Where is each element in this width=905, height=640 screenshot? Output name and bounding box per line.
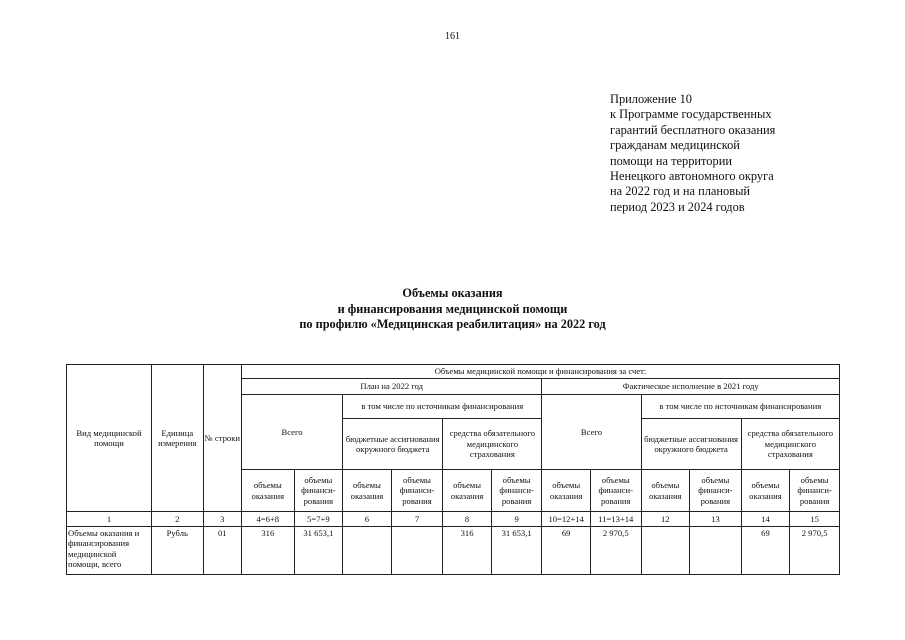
header-volume: объемы оказания <box>443 470 492 512</box>
column-number: 3 <box>203 512 241 527</box>
header-plan-total: Всего <box>242 395 343 470</box>
appendix-line: период 2023 и 2024 годов <box>610 199 745 214</box>
header-fact-oms: средства обязательного медицинского страхования <box>741 419 839 470</box>
header-plan-budget: бюджетные ассигнования окружного бюджета <box>343 419 443 470</box>
title-line: по профилю «Медицинская реабилитация» на 2022 год <box>299 317 606 332</box>
cell-plan-budget-finance <box>391 527 443 575</box>
column-number: 10=12+14 <box>542 512 591 527</box>
header-volume: объемы оказания <box>542 470 591 512</box>
cell-plan-budget-volume <box>343 527 392 575</box>
cell-fact-oms-volume: 69 <box>741 527 790 575</box>
title-line: и финансирования медицинской помощи <box>337 301 568 316</box>
column-number: 5=7+9 <box>294 512 343 527</box>
column-number: 9 <box>491 512 542 527</box>
header-volume: объемы оказания <box>641 470 690 512</box>
header-fact-budget: бюджетные ассигнования окружного бюджета <box>641 419 741 470</box>
header-finance: объемы финанси-рования <box>294 470 343 512</box>
cell-plan-total-finance: 31 653,1 <box>294 527 343 575</box>
cell-unit: Рубль <box>151 527 203 575</box>
header-plan-including: в том числе по источникам финансирования <box>343 395 542 419</box>
header-fact: Фактическое исполнение в 2021 году <box>542 379 840 395</box>
column-number: 13 <box>690 512 742 527</box>
header-volume: объемы оказания <box>343 470 392 512</box>
header-kind: Вид медицинской помощи <box>67 365 152 512</box>
header-row-no: № строки <box>203 365 241 512</box>
appendix-line: Приложение 10 <box>610 92 692 106</box>
header-fact-including: в том числе по источникам финансирования <box>641 395 839 419</box>
header-finance: объемы финанси-рования <box>590 470 641 512</box>
header-volume: объемы оказания <box>242 470 295 512</box>
column-number: 8 <box>443 512 492 527</box>
page-number: 161 <box>445 31 460 42</box>
header-finance: объемы финанси-рования <box>790 470 840 512</box>
cell-fact-oms-finance: 2 970,5 <box>790 527 840 575</box>
column-number: 2 <box>151 512 203 527</box>
cell-plan-oms-volume: 316 <box>443 527 492 575</box>
column-number: 14 <box>741 512 790 527</box>
column-number: 7 <box>391 512 443 527</box>
appendix-line: помощи на территории <box>610 153 732 168</box>
document-title <box>0 286 905 333</box>
column-number: 11=13+14 <box>590 512 641 527</box>
appendix-line: на 2022 год и на плановый <box>610 184 751 199</box>
table-row <box>67 527 840 575</box>
header-finance: объемы финанси-рования <box>491 470 542 512</box>
column-number: 12 <box>641 512 690 527</box>
volumes-table <box>66 364 840 575</box>
appendix-line: гражданам медицинской <box>610 138 740 153</box>
cell-fact-total-volume: 69 <box>542 527 591 575</box>
cell-row-no: 01 <box>203 527 241 575</box>
header-plan: План на 2022 год <box>242 379 542 395</box>
header-plan-oms: средства обязательного медицинского страхования <box>443 419 542 470</box>
header-finance: объемы финанси-рования <box>690 470 742 512</box>
column-number: 1 <box>67 512 152 527</box>
cell-plan-oms-finance: 31 653,1 <box>491 527 542 575</box>
appendix-block <box>610 92 850 215</box>
appendix-line: гарантий бесплатного оказания <box>610 122 776 137</box>
header-sources: Объемы медицинской помощи и финансирования за счет: <box>242 365 840 379</box>
column-number: 6 <box>343 512 392 527</box>
cell-plan-total-volume: 316 <box>242 527 295 575</box>
header-fact-total: Всего <box>542 395 641 470</box>
appendix-line: Ненецкого автономного округа <box>610 169 774 184</box>
header-finance: объемы финанси-рования <box>391 470 443 512</box>
column-number-row <box>67 512 840 527</box>
header-unit: Единица измерения <box>151 365 203 512</box>
header-volume: объемы оказания <box>741 470 790 512</box>
cell-fact-total-finance: 2 970,5 <box>590 527 641 575</box>
column-number: 15 <box>790 512 840 527</box>
cell-kind: Объемы оказания и финансирования медицинской помощи, всего <box>67 527 152 575</box>
cell-fact-budget-volume <box>641 527 690 575</box>
title-line: Объемы оказания <box>402 286 503 300</box>
cell-fact-budget-finance <box>690 527 742 575</box>
appendix-line: к Программе государственных <box>610 107 772 122</box>
column-number: 4=6+8 <box>242 512 295 527</box>
